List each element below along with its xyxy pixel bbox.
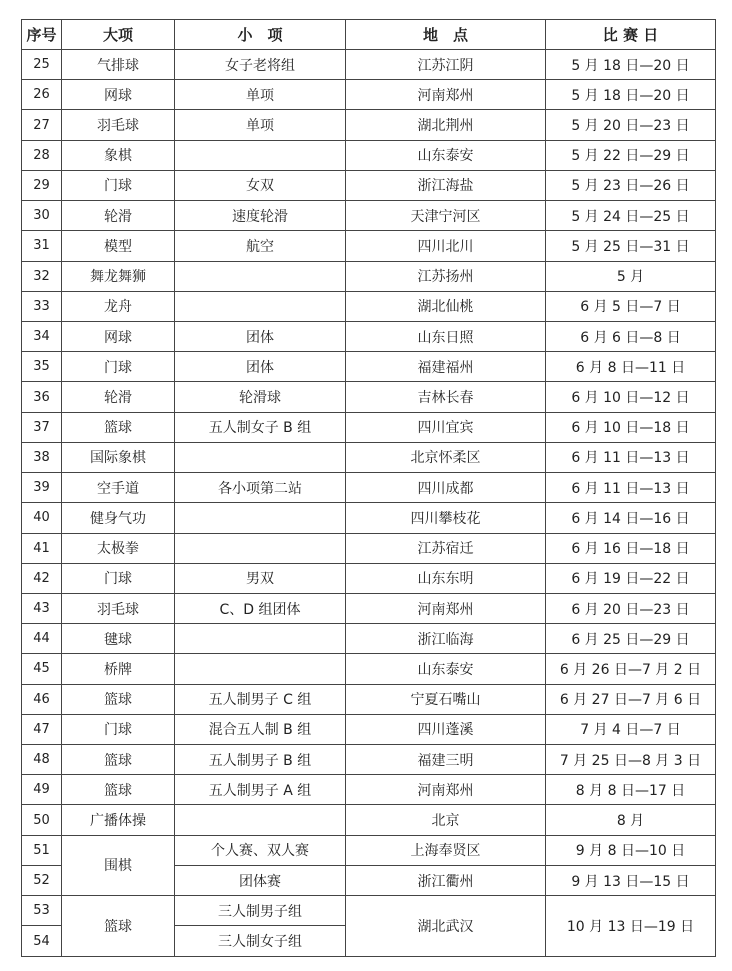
table-row (22, 593, 716, 623)
cell-no: 37 (22, 412, 62, 442)
cell-minor: 各小项第二站 (175, 473, 346, 503)
cell-no: 31 (22, 231, 62, 261)
table-row (22, 170, 716, 200)
table-row (22, 714, 716, 744)
header-minor: 小 项 (175, 20, 346, 50)
cell-no: 29 (22, 170, 62, 200)
cell-no: 28 (22, 140, 62, 170)
table-row (22, 442, 716, 472)
cell-date: 6 月 19 日—22 日 (546, 563, 716, 593)
header-major: 大项 (62, 20, 175, 50)
cell-date: 9 月 13 日—15 日 (546, 865, 716, 895)
cell-date: 6 月 20 日—23 日 (546, 593, 716, 623)
cell-no: 26 (22, 80, 62, 110)
cell-place: 湖北仙桃 (346, 291, 546, 321)
table-row (22, 231, 716, 261)
cell-major: 气排球 (62, 50, 175, 80)
cell-place: 宁夏石嘴山 (346, 684, 546, 714)
cell-minor: 三人制男子组 (175, 896, 346, 926)
cell-no: 27 (22, 110, 62, 140)
cell-no: 42 (22, 563, 62, 593)
cell-no: 51 (22, 835, 62, 865)
cell-major: 篮球 (62, 775, 175, 805)
cell-place: 吉林长春 (346, 382, 546, 412)
cell-date: 6 月 6 日—8 日 (546, 321, 716, 351)
cell-date: 8 月 8 日—17 日 (546, 775, 716, 805)
cell-minor (175, 291, 346, 321)
cell-no: 34 (22, 321, 62, 351)
cell-major: 篮球 (62, 412, 175, 442)
cell-no: 47 (22, 714, 62, 744)
cell-major: 广播体操 (62, 805, 175, 835)
cell-place: 四川攀枝花 (346, 503, 546, 533)
cell-no: 50 (22, 805, 62, 835)
cell-date: 5 月 18 日—20 日 (546, 50, 716, 80)
table-row (22, 110, 716, 140)
cell-major: 篮球 (62, 896, 175, 957)
table-row (22, 80, 716, 110)
cell-date: 9 月 8 日—10 日 (546, 835, 716, 865)
cell-major: 篮球 (62, 745, 175, 775)
table-row (22, 805, 716, 835)
cell-date: 6 月 11 日—13 日 (546, 473, 716, 503)
table-row (22, 352, 716, 382)
cell-minor: 三人制女子组 (175, 926, 346, 957)
cell-no: 48 (22, 745, 62, 775)
cell-minor: 团体 (175, 352, 346, 382)
table-row (22, 140, 716, 170)
cell-date: 5 月 18 日—20 日 (546, 80, 716, 110)
cell-minor: 团体赛 (175, 865, 346, 895)
cell-no: 43 (22, 593, 62, 623)
cell-minor: C、D 组团体 (175, 593, 346, 623)
cell-no: 25 (22, 50, 62, 80)
table-row (22, 412, 716, 442)
cell-place: 河南郑州 (346, 775, 546, 805)
cell-minor: 航空 (175, 231, 346, 261)
cell-no: 38 (22, 442, 62, 472)
cell-no: 53 (22, 896, 62, 926)
cell-major: 龙舟 (62, 291, 175, 321)
cell-minor (175, 533, 346, 563)
cell-major: 毽球 (62, 624, 175, 654)
cell-date: 7 月 4 日—7 日 (546, 714, 716, 744)
cell-date: 6 月 8 日—11 日 (546, 352, 716, 382)
cell-no: 39 (22, 473, 62, 503)
cell-no: 36 (22, 382, 62, 412)
header-row (22, 20, 716, 50)
cell-major: 太极拳 (62, 533, 175, 563)
cell-major: 模型 (62, 231, 175, 261)
cell-no: 45 (22, 654, 62, 684)
cell-no: 46 (22, 684, 62, 714)
cell-major: 篮球 (62, 684, 175, 714)
table-row (22, 835, 716, 865)
table-row (22, 503, 716, 533)
cell-major: 轮滑 (62, 382, 175, 412)
cell-minor: 团体 (175, 321, 346, 351)
cell-major: 羽毛球 (62, 593, 175, 623)
cell-minor (175, 805, 346, 835)
cell-major: 空手道 (62, 473, 175, 503)
cell-place: 福建福州 (346, 352, 546, 382)
cell-date: 5 月 (546, 261, 716, 291)
table-row (22, 896, 716, 926)
cell-minor: 男双 (175, 563, 346, 593)
cell-place: 山东东明 (346, 563, 546, 593)
table-row (22, 533, 716, 563)
cell-date: 5 月 23 日—26 日 (546, 170, 716, 200)
schedule-table (21, 19, 716, 957)
cell-no: 35 (22, 352, 62, 382)
cell-minor: 五人制女子 B 组 (175, 412, 346, 442)
cell-place: 天津宁河区 (346, 201, 546, 231)
table-row (22, 775, 716, 805)
cell-place: 河南郑州 (346, 593, 546, 623)
cell-date: 5 月 24 日—25 日 (546, 201, 716, 231)
cell-minor: 个人赛、双人赛 (175, 835, 346, 865)
table-row (22, 321, 716, 351)
cell-major: 桥牌 (62, 654, 175, 684)
cell-no: 30 (22, 201, 62, 231)
cell-minor: 单项 (175, 80, 346, 110)
cell-major: 舞龙舞狮 (62, 261, 175, 291)
cell-major: 国际象棋 (62, 442, 175, 472)
cell-place: 四川成都 (346, 473, 546, 503)
cell-place: 北京 (346, 805, 546, 835)
cell-date: 7 月 25 日—8 月 3 日 (546, 745, 716, 775)
header-no: 序号 (22, 20, 62, 50)
cell-major: 门球 (62, 352, 175, 382)
cell-date: 6 月 11 日—13 日 (546, 442, 716, 472)
table-body (22, 50, 716, 957)
cell-date: 6 月 25 日—29 日 (546, 624, 716, 654)
cell-place: 北京怀柔区 (346, 442, 546, 472)
cell-major: 门球 (62, 714, 175, 744)
cell-date: 10 月 13 日—19 日 (546, 896, 716, 957)
cell-minor (175, 261, 346, 291)
cell-place: 浙江临海 (346, 624, 546, 654)
table-row (22, 382, 716, 412)
cell-major: 网球 (62, 80, 175, 110)
cell-minor (175, 140, 346, 170)
cell-date: 5 月 22 日—29 日 (546, 140, 716, 170)
cell-date: 6 月 5 日—7 日 (546, 291, 716, 321)
table-row (22, 563, 716, 593)
table-row (22, 654, 716, 684)
cell-minor: 五人制男子 A 组 (175, 775, 346, 805)
cell-date: 6 月 10 日—12 日 (546, 382, 716, 412)
header-place: 地 点 (346, 20, 546, 50)
cell-minor (175, 624, 346, 654)
cell-no: 44 (22, 624, 62, 654)
cell-major: 门球 (62, 563, 175, 593)
cell-place: 山东泰安 (346, 654, 546, 684)
cell-place: 山东泰安 (346, 140, 546, 170)
table-row (22, 291, 716, 321)
cell-date: 5 月 20 日—23 日 (546, 110, 716, 140)
cell-major: 围棋 (62, 835, 175, 895)
cell-minor: 五人制男子 C 组 (175, 684, 346, 714)
cell-date: 6 月 10 日—18 日 (546, 412, 716, 442)
cell-place: 四川宜宾 (346, 412, 546, 442)
cell-no: 41 (22, 533, 62, 563)
table-row (22, 745, 716, 775)
cell-major: 羽毛球 (62, 110, 175, 140)
cell-minor: 速度轮滑 (175, 201, 346, 231)
cell-place: 江苏宿迁 (346, 533, 546, 563)
cell-no: 40 (22, 503, 62, 533)
cell-minor: 女子老将组 (175, 50, 346, 80)
cell-date: 6 月 26 日—7 月 2 日 (546, 654, 716, 684)
cell-date: 6 月 16 日—18 日 (546, 533, 716, 563)
cell-major: 门球 (62, 170, 175, 200)
cell-date: 8 月 (546, 805, 716, 835)
table-row (22, 684, 716, 714)
cell-no: 32 (22, 261, 62, 291)
cell-place: 江苏扬州 (346, 261, 546, 291)
cell-major: 轮滑 (62, 201, 175, 231)
cell-date: 6 月 27 日—7 月 6 日 (546, 684, 716, 714)
cell-place: 河南郑州 (346, 80, 546, 110)
cell-place: 福建三明 (346, 745, 546, 775)
table-row (22, 261, 716, 291)
cell-no: 52 (22, 865, 62, 895)
cell-no: 33 (22, 291, 62, 321)
table-row (22, 624, 716, 654)
cell-minor (175, 503, 346, 533)
table-row (22, 201, 716, 231)
cell-major: 网球 (62, 321, 175, 351)
cell-minor: 混合五人制 B 组 (175, 714, 346, 744)
cell-place: 浙江衢州 (346, 865, 546, 895)
cell-no: 54 (22, 926, 62, 957)
table-row (22, 473, 716, 503)
cell-no: 49 (22, 775, 62, 805)
header-date: 比 赛 日 (546, 20, 716, 50)
table-row (22, 50, 716, 80)
cell-major: 健身气功 (62, 503, 175, 533)
cell-major: 象棋 (62, 140, 175, 170)
cell-minor: 女双 (175, 170, 346, 200)
cell-minor: 五人制男子 B 组 (175, 745, 346, 775)
cell-place: 四川北川 (346, 231, 546, 261)
cell-date: 5 月 25 日—31 日 (546, 231, 716, 261)
cell-minor (175, 442, 346, 472)
cell-place: 上海奉贤区 (346, 835, 546, 865)
cell-place: 湖北荆州 (346, 110, 546, 140)
cell-place: 四川蓬溪 (346, 714, 546, 744)
cell-place: 湖北武汉 (346, 896, 546, 957)
cell-minor (175, 654, 346, 684)
cell-place: 浙江海盐 (346, 170, 546, 200)
cell-date: 6 月 14 日—16 日 (546, 503, 716, 533)
cell-minor: 单项 (175, 110, 346, 140)
cell-place: 山东日照 (346, 321, 546, 351)
cell-place: 江苏江阴 (346, 50, 546, 80)
cell-minor: 轮滑球 (175, 382, 346, 412)
